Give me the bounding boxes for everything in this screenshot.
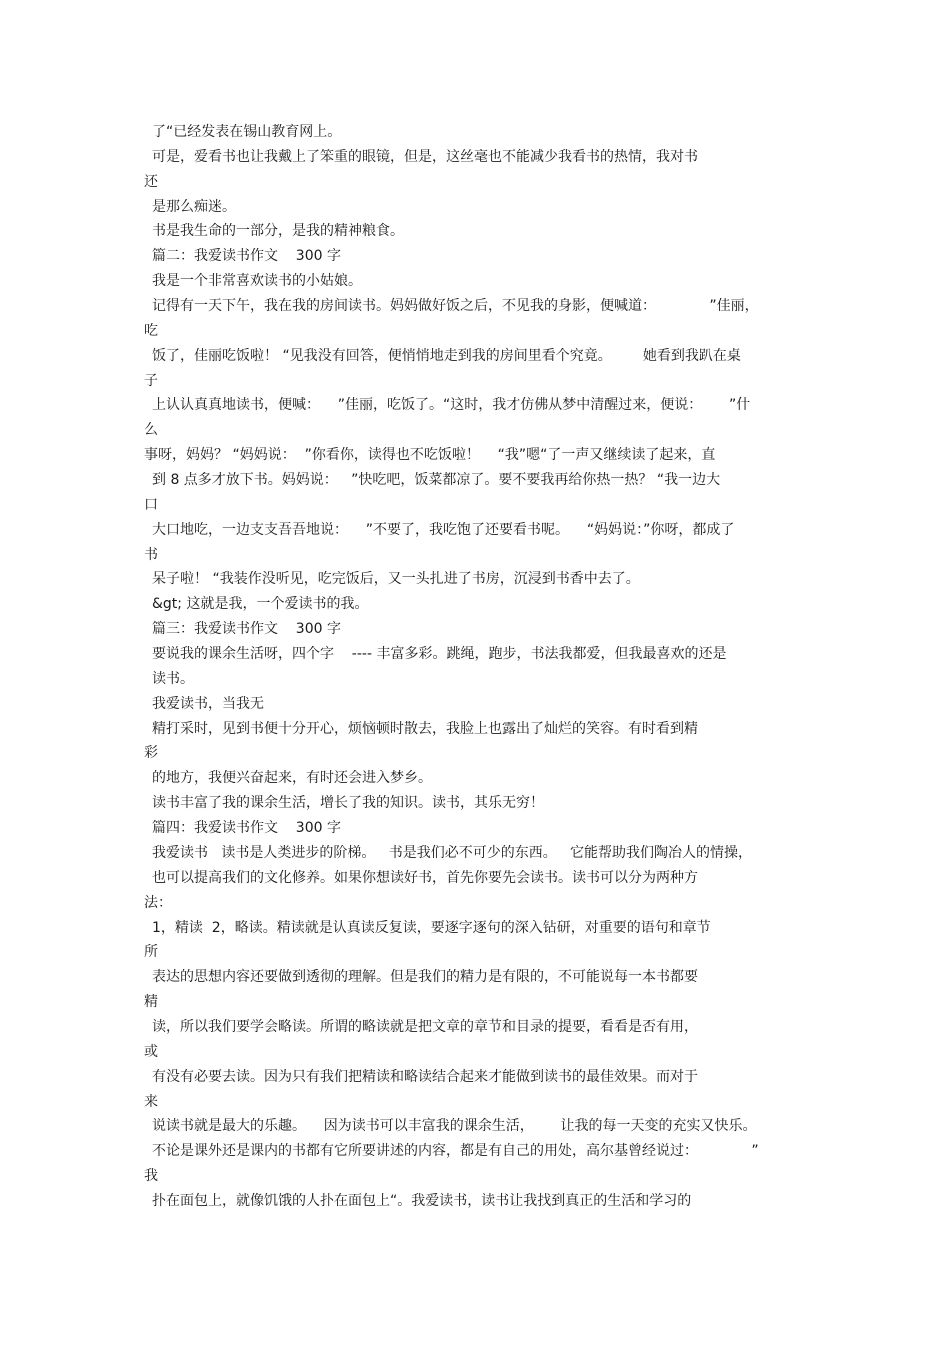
text-line-content: 法：: [144, 894, 172, 911]
text-line: [0, 1139, 950, 1164]
text-line-content: 来: [144, 1093, 158, 1110]
text-line: [0, 667, 950, 692]
text-line: [0, 891, 950, 916]
text-line: [0, 1015, 950, 1040]
text-line-content: 有没有必要去读。因为只有我们把精读和略读结合起来才能做到读书的最佳效果。而对于: [152, 1068, 698, 1085]
text-line: [0, 543, 950, 568]
document-body: [0, 120, 950, 1214]
text-line-content: 事呀，妈妈？ “妈妈说： ”你看你，读得也不吃饭啦！ “我”嗯“了一声又继续读了起来，直: [144, 447, 716, 464]
text-line: [0, 717, 950, 742]
text-line: [0, 1065, 950, 1090]
text-line-content: &gt; 这就是我，一个爱读书的我。: [152, 596, 369, 613]
text-line: [0, 120, 950, 145]
text-line: [0, 244, 950, 269]
text-line: [0, 1040, 950, 1065]
text-line: [0, 145, 950, 170]
text-line-content: 所: [144, 944, 158, 961]
text-line: [0, 791, 950, 816]
text-line: [0, 195, 950, 220]
text-line-content: 篇四：我爱读书作文 300 字: [152, 820, 341, 837]
text-line-content: 精: [144, 994, 158, 1011]
text-line: [0, 965, 950, 990]
text-line-content: 大口地吃，一边支支吾吾地说： ”不要了，我吃饱了还要看书呢。 “妈妈说：”你呀，都成了: [152, 521, 735, 538]
text-line: [0, 741, 950, 766]
text-line-content: 是那么痴迷。: [152, 198, 236, 215]
text-line: [0, 841, 950, 866]
text-line-content: 1，精读 2，略读。精读就是认真读反复读，要逐字逐句的深入钻研，对重要的语句和章节: [152, 919, 711, 936]
text-line: [0, 443, 950, 468]
text-line-content: 表达的思想内容还要做到透彻的理解。但是我们的精力是有限的，不可能说每一本书都要: [152, 969, 698, 986]
text-line-content: 也可以提高我们的文化修养。如果你想读好书，首先你要先会读书。读书可以分为两种方: [152, 869, 698, 886]
text-line-content: 呆子啦！ “我装作没听见，吃完饭后，又一头扎进了书房，沉浸到书香中去了。: [152, 571, 640, 588]
text-line: [0, 592, 950, 617]
text-line: [0, 1114, 950, 1139]
text-line: [0, 518, 950, 543]
text-line-content: 我: [144, 1168, 158, 1185]
text-line-content: 彩: [144, 745, 158, 762]
text-line: [0, 567, 950, 592]
text-line-content: 篇三：我爱读书作文 300 字: [152, 621, 341, 638]
text-line-content: 到 8 点多才放下书。妈妈说： ”快吃吧，饭菜都凉了。要不要我再给你热一热？ “我一边大: [152, 472, 721, 489]
text-line: [0, 393, 950, 418]
text-line-content: 的地方，我便兴奋起来，有时还会进入梦乡。: [152, 770, 432, 787]
text-line: [0, 1164, 950, 1189]
text-line-content: 我爱读书，当我无: [152, 695, 264, 712]
text-line: [0, 642, 950, 667]
text-line-content: 子: [144, 372, 158, 389]
text-line: [0, 418, 950, 443]
text-line: [0, 1090, 950, 1115]
text-line-content: 我爱读书 读书是人类进步的阶梯。 书是我们必不可少的东西。 它能帮助我们陶冶人的情操，: [152, 844, 753, 861]
text-line-content: 读书。: [152, 670, 194, 687]
text-line-content: 篇二：我爱读书作文 300 字: [152, 248, 341, 265]
text-line: [0, 617, 950, 642]
text-line-content: 扑在面包上，就像饥饿的人扑在面包上“。我爱读书，读书让我找到真正的生活和学习的: [152, 1192, 692, 1209]
text-line-content: 书是我生命的一部分，是我的精神粮食。: [152, 223, 404, 240]
text-line-content: 可是，爱看书也让我戴上了笨重的眼镜，但是，这丝毫也不能减少我看书的热情，我对书: [152, 148, 698, 165]
text-line-content: 记得有一天下午，我在我的房间读书。妈妈做好饭之后，不见我的身影，便喊道： ”佳丽，: [152, 298, 759, 315]
text-line: [0, 319, 950, 344]
text-line-content: 上认认真真地读书，便喊： ”佳丽，吃饭了。“这时，我才仿佛从梦中清醒过来，便说： ”什: [152, 397, 751, 414]
text-line-content: 么: [144, 422, 158, 439]
text-line: [0, 916, 950, 941]
text-line: [0, 219, 950, 244]
text-line: [0, 692, 950, 717]
text-line-content: 精打采时，见到书便十分开心，烦恼顿时散去，我脸上也露出了灿烂的笑容。有时看到精: [152, 720, 698, 737]
text-line-content: 口: [144, 496, 158, 513]
text-line-content: 吃: [144, 322, 158, 339]
text-line-content: 了“已经发表在锡山教育网上。: [152, 124, 342, 140]
text-line: [0, 866, 950, 891]
text-line: [0, 1189, 950, 1214]
text-line: [0, 170, 950, 195]
text-line-content: 读，所以我们要学会略读。所谓的略读就是把文章的章节和目录的提要，看看是否有用，: [152, 1018, 698, 1035]
text-line-content: 还: [144, 173, 158, 190]
text-line-content: 要说我的课余生活呀，四个字 ---- 丰富多彩。跳绳，跑步，书法我都爱，但我最喜欢的还是: [152, 646, 727, 663]
text-line: [0, 468, 950, 493]
text-line-content: 书: [144, 546, 158, 563]
text-line-content: 或: [144, 1043, 158, 1060]
text-line: [0, 990, 950, 1015]
text-line: [0, 940, 950, 965]
text-line: [0, 816, 950, 841]
text-line-content: 不论是课外还是课内的书都有它所要讲述的内容，都是有自己的用处，高尔基曾经说过： ”: [152, 1143, 759, 1160]
text-line-content: 我是一个非常喜欢读书的小姑娘。: [152, 273, 362, 290]
text-line: [0, 269, 950, 294]
text-line-content: 读书丰富了我的课余生活，增长了我的知识。读书，其乐无穷！: [152, 795, 544, 812]
text-line: [0, 766, 950, 791]
text-line-content: 饭了，佳丽吃饭啦！ “见我没有回答，便悄悄地走到我的房间里看个究竟。 她看到我趴在桌: [152, 347, 741, 364]
text-line: [0, 344, 950, 369]
text-line: [0, 493, 950, 518]
text-line: [0, 369, 950, 394]
text-line-content: 说读书就是最大的乐趣。 因为读书可以丰富我的课余生活， 让我的每一天变的充实又快乐。: [152, 1118, 757, 1135]
text-line: [0, 294, 950, 319]
